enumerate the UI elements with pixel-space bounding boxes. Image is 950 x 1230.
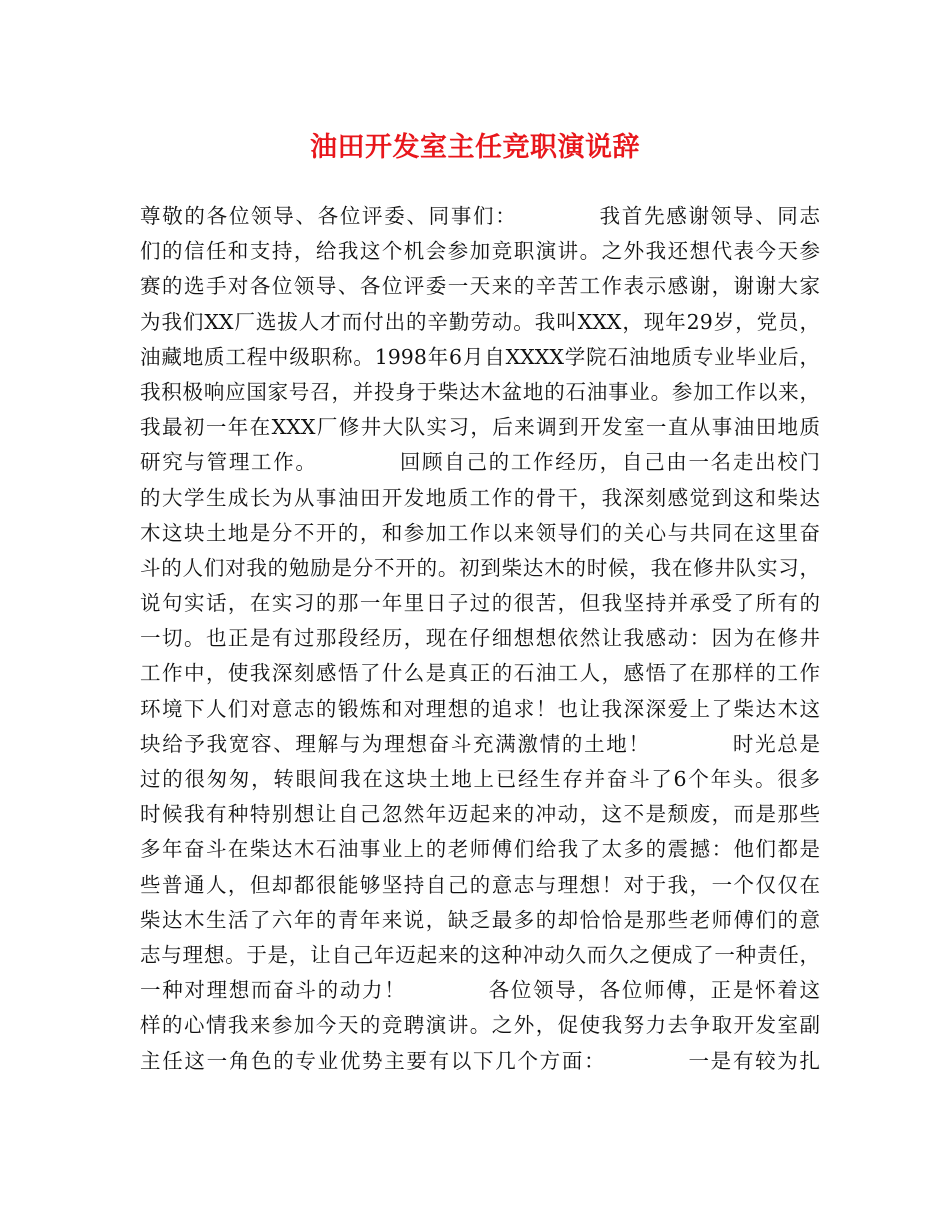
body-line: 时候我有种特别想让自己忽然年迈起来的冲动，这不是颓废，而是那些 xyxy=(140,802,820,827)
body-line: 我最初一年在XXX厂修井大队实习，后来调到开发室一直从事油田地质 xyxy=(140,415,820,440)
body-line: 木这块土地是分不开的，和参加工作以来领导们的关心与共同在这里奋 xyxy=(140,520,820,545)
body-line: 尊敬的各位领导、各位评委、同事们： 我首先感谢领导、同志 xyxy=(140,204,820,228)
body-line: 工作中，使我深刻感悟了什么是真正的石油工人，感悟了在那样的工作 xyxy=(140,661,820,686)
body-line: 赛的选手对各位领导、各位评委一天来的辛苦工作表示感谢，谢谢大家 xyxy=(140,274,820,299)
body-line: 斗的人们对我的勉励是分不开的。初到柴达木的时候，我在修井队实习， xyxy=(140,555,820,580)
body-line: 研究与管理工作。 回顾自己的工作经历，自己由一名走出校门 xyxy=(140,450,820,475)
body-line: 过的很匆匆，转眼间我在这块土地上已经生存并奋斗了6个年头。很多 xyxy=(140,767,820,791)
body-line: 样的心情我来参加今天的竞聘演讲。之外，促使我努力去争取开发室副 xyxy=(140,1013,820,1038)
body-line: 说句实话，在实习的那一年里日子过的很苦，但我坚持并承受了所有的 xyxy=(140,591,820,616)
body-line: 们的信任和支持，给我这个机会参加竞职演讲。之外我还想代表今天参 xyxy=(140,239,820,264)
body-line: 为我们XX厂选拔人才而付出的辛勤劳动。我叫XXX，现年29岁，党员， xyxy=(140,309,820,334)
body-line: 环境下人们对意志的锻炼和对理想的追求！也让我深深爱上了柴达木这 xyxy=(140,696,820,721)
body-line: 的大学生成长为从事油田开发地质工作的骨干，我深刻感觉到这和柴达 xyxy=(140,485,820,510)
body-line: 一种对理想而奋斗的动力！ 各位领导，各位师傅，正是怀着这 xyxy=(140,978,820,1003)
body-line: 主任这一角色的专业优势主要有以下几个方面： 一是有较为扎 xyxy=(140,1048,820,1073)
body-line: 些普通人，但却都很能够坚持自己的意志与理想！对于我，一个仅仅在 xyxy=(140,872,820,897)
body-line: 一切。也正是有过那段经历，现在仔细想想依然让我感动：因为在修井 xyxy=(140,626,820,651)
body-line: 志与理想。于是，让自己年迈起来的这种冲动久而久之便成了一种责任， xyxy=(140,942,820,967)
body-line: 油藏地质工程中级职称。1998年6月自XXXX学院石油地质专业毕业后， xyxy=(140,344,820,369)
document-title: 油田开发室主任竞职演说辞 xyxy=(310,132,640,163)
body-line: 柴达木生活了六年的青年来说，缺乏最多的却恰恰是那些老师傅们的意 xyxy=(140,907,820,932)
body-line: 我积极响应国家号召，并投身于柴达木盆地的石油事业。参加工作以来， xyxy=(140,379,820,404)
body-line: 块给予我宽容、理解与为理想奋斗充满激情的土地！ 时光总是 xyxy=(140,731,820,756)
document-body xyxy=(140,199,820,1079)
body-line: 多年奋斗在柴达木石油事业上的老师傅们给我了太多的震撼：他们都是 xyxy=(140,837,820,862)
